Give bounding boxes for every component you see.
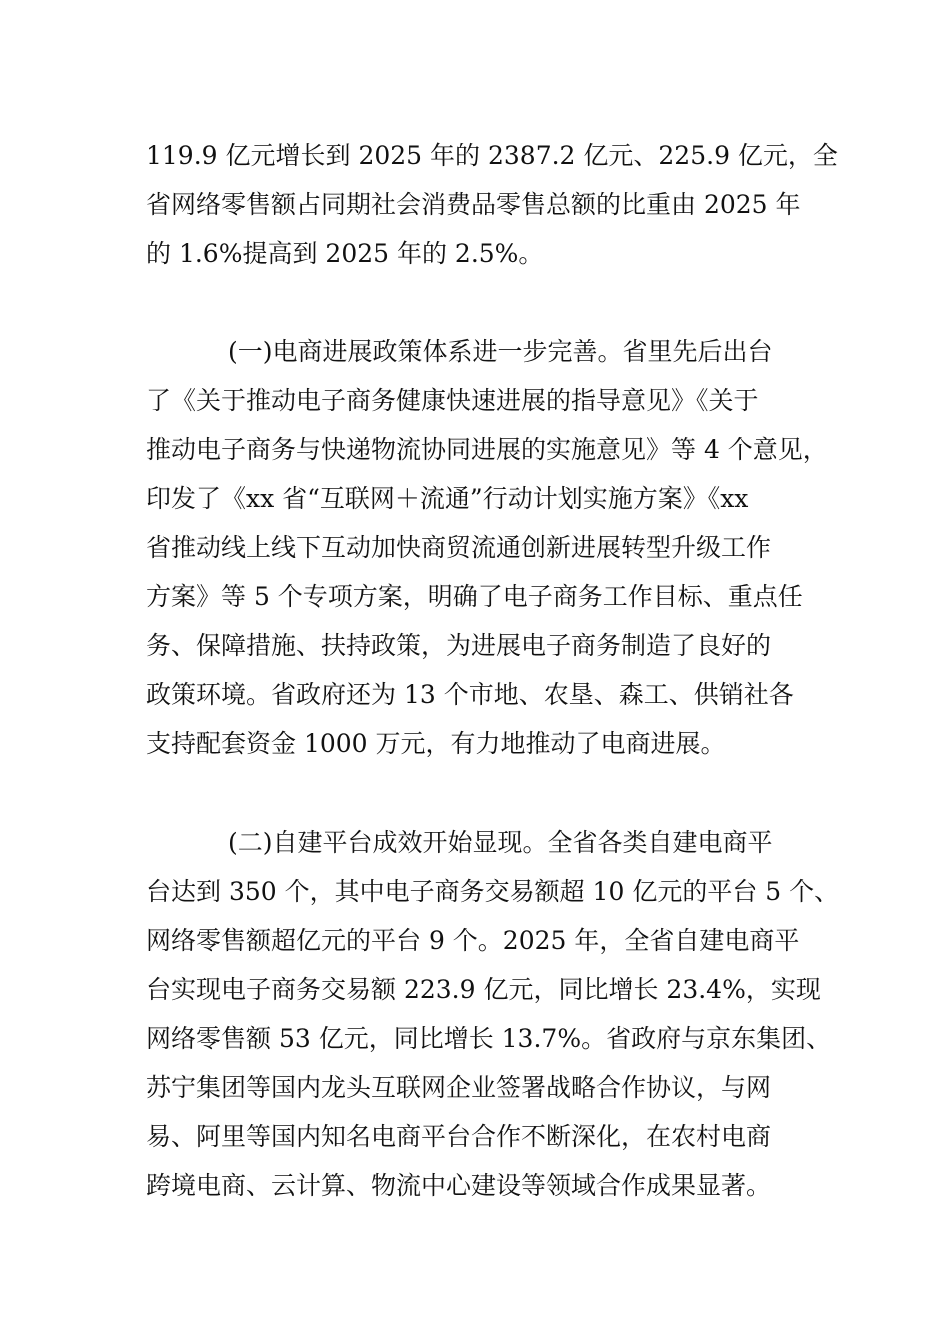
- text-line: 了《关于推动电子商务健康快速进展的指导意见》《关于: [146, 386, 759, 415]
- text-line: 119.9 亿元增长到 2025 年的 2387.2 亿元、225.9 亿元，全: [146, 141, 838, 170]
- text-line: 方案》等 5 个专项方案，明确了电子商务工作目标、重点任: [146, 582, 803, 611]
- text-line: 苏宁集团等国内龙头互联网企业签署战略合作协议，与网: [146, 1073, 772, 1102]
- text-line: 省网络零售额占同期社会消费品零售总额的比重由 2025 年: [146, 190, 801, 219]
- text-line: 推动电子商务与快递物流协同进展的实施意见》等 4 个意见，: [146, 435, 828, 464]
- text-line: 印发了《xx 省“互联网＋流通”行动计划实施方案》《xx: [146, 484, 749, 513]
- text-line: (一)电商进展政策体系进一步完善。省里先后出台: [228, 337, 773, 366]
- text-line: 台达到 350 个，其中电子商务交易额超 10 亿元的平台 5 个、: [146, 877, 840, 906]
- paragraph-growth-summary: [146, 131, 838, 278]
- text-line: 支持配套资金 1000 万元，有力地推动了电商进展。: [146, 729, 726, 758]
- text-line: 政策环境。省政府还为 13 个市地、农垦、森工、供销社各: [146, 680, 794, 709]
- text-line: 跨境电商、云计算、物流中心建设等领域合作成果显著。: [146, 1171, 772, 1200]
- text-line: 省推动线上线下互动加快商贸流通创新进展转型升级工作: [146, 533, 772, 562]
- text-line: 台实现电子商务交易额 223.9 亿元，同比增长 23.4%，实现: [146, 975, 821, 1004]
- text-line: 网络零售额超亿元的平台 9 个。2025 年，全省自建电商平: [146, 926, 800, 955]
- paragraph-policy-system: [146, 327, 826, 768]
- text-line: (二)自建平台成效开始显现。全省各类自建电商平: [228, 828, 773, 857]
- paragraph-self-built-platforms: [146, 818, 840, 1210]
- text-line: 务、保障措施、扶持政策，为进展电子商务制造了良好的: [146, 631, 772, 660]
- text-line: 易、阿里等国内知名电商平台合作不断深化，在农村电商: [146, 1122, 772, 1151]
- text-line: 的 1.6%提高到 2025 年的 2.5%。: [146, 239, 544, 268]
- text-line: 网络零售额 53 亿元，同比增长 13.7%。省政府与京东集团、: [146, 1024, 832, 1053]
